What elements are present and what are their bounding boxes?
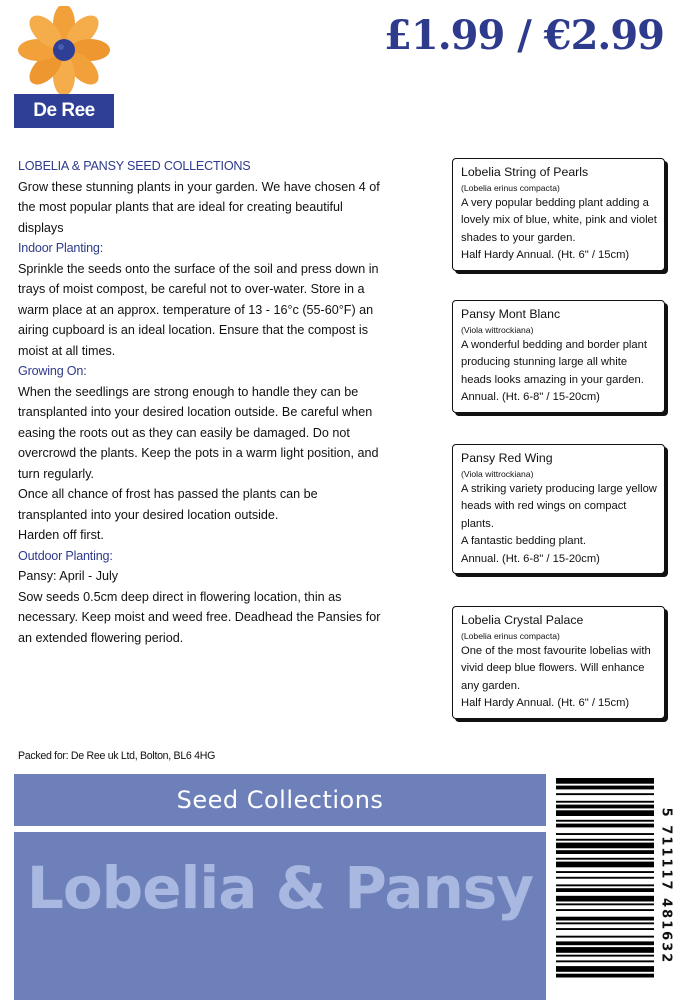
barcode-bar: [556, 820, 654, 822]
barcode-bar: [556, 805, 654, 809]
barcode-bar: [556, 936, 654, 938]
variety-name: Pansy Red Wing: [461, 451, 553, 465]
variety-latin: (Lobelia erinus compacta): [461, 182, 560, 193]
barcode-bar: [556, 888, 654, 892]
barcode-bar: [556, 884, 654, 886]
variety-description: One of the most favourite lobelias with vivid deep blue flowers. Will enhance any garden.: [461, 644, 651, 692]
brand-name: De Ree: [14, 94, 114, 128]
variety-name: Pansy Mont Blanc: [461, 307, 561, 321]
barcode-bar: [556, 839, 654, 841]
variety-info: Annual. (Ht. 6-8" / 15-20cm): [461, 552, 600, 565]
barcode-bar: [556, 786, 654, 790]
barcode-bar: [556, 903, 654, 905]
variety-name: Lobelia Crystal Palace: [461, 613, 584, 627]
barcode-bar: [556, 793, 654, 795]
variety-description: A striking variety producing large yellow heads with red wings on compact plants.: [461, 482, 657, 530]
variety-info: Half Hardy Annual. (Ht. 6" / 15cm): [461, 697, 630, 709]
variety-info: Annual. (Ht. 6-8" / 15-20cm): [461, 391, 600, 403]
section-heading: Outdoor Planting:: [18, 548, 113, 563]
barcode-bar: [556, 974, 654, 978]
variety-description: A wonderful bedding and border plant producing stunning large all white heads looks amazing in your garden.: [461, 338, 647, 386]
growing-instructions: [18, 156, 388, 648]
section-paragraph: Harden off first.: [18, 528, 104, 542]
section-paragraph: Sow seeds 0.5cm deep direct in flowering location, thin as necessary. Keep moist and weed free. Deadhead the Pansies for an extended flowering period.: [18, 589, 381, 645]
barcode-bar: [556, 843, 654, 849]
barcode-bar: [556, 871, 654, 873]
barcode-bar: [556, 917, 654, 921]
barcode-bar: [556, 801, 654, 803]
barcode-number: 5 711117 481632: [658, 807, 674, 965]
barcode-bar: [556, 955, 654, 957]
brand-logo: [14, 6, 114, 128]
barcode-bar: [556, 922, 654, 924]
variety-card: [452, 444, 665, 574]
variety-latin: (Viola wittrockiana): [461, 468, 534, 479]
collection-title: LOBELIA & PANSY SEED COLLECTIONS: [18, 159, 251, 173]
section-paragraph: Pansy: April - July: [18, 569, 119, 583]
barcode-bar: [556, 810, 654, 816]
section-heading: Growing On:: [18, 364, 87, 378]
barcode-bar: [556, 941, 654, 945]
section-paragraph: Sprinkle the seeds onto the surface of the soil and press down in trays of moist compost, be careful not to over-water. Store in a warm place at an approx. temperature of 13 - 16°c (55-60°F) an airing cupboard is an ideal location. Ensure that the compost is moist at all times.: [18, 261, 379, 358]
barcode-bar: [556, 960, 654, 962]
variety-card: [452, 300, 665, 413]
section-heading: Indoor Planting:: [18, 241, 104, 255]
barcode-bar: [556, 877, 654, 879]
variety-latin: (Viola wittrockiana): [461, 324, 534, 335]
barcode-bar: [556, 778, 654, 784]
variety-card: [452, 606, 665, 719]
intro-text: Grow these stunning plants in your garden. We have chosen 4 of the most popular plants that are ideal for creating beautiful displays: [18, 179, 380, 235]
flower-icon: [14, 6, 114, 96]
variety-description: A very popular bedding plant adding a lovely mix of blue, white, pink and violet shades to your garden.: [461, 196, 657, 244]
price-label: £1.99 / €2.99: [384, 12, 664, 59]
band-title: Lobelia & Pansy: [26, 854, 534, 922]
band-subtitle: Seed Collections: [14, 774, 546, 826]
variety-card: [452, 158, 665, 271]
barcode-bar: [556, 862, 654, 868]
barcode-icon: [556, 776, 654, 996]
barcode-digits: [656, 776, 676, 996]
variety-extra: A fantastic bedding plant.: [461, 535, 587, 547]
barcode-bar: [556, 909, 654, 911]
barcode-bar: [556, 850, 654, 854]
variety-info: Half Hardy Annual. (Ht. 6" / 15cm): [461, 249, 630, 261]
barcode-bar: [556, 928, 654, 930]
barcode-bar: [556, 947, 654, 953]
barcode-bar: [556, 858, 654, 860]
packed-for-text: Packed for: De Ree uk Ltd, Bolton, BL6 4HG: [18, 750, 216, 762]
section-paragraph: When the seedlings are strong enough to handle they can be transplanted into your desired location outside. Be careful when easing the roots out as they can easily be damaged. Do not overcrowd the plants. Keep the pots in a warm light position, and turn regularly.: [18, 384, 379, 481]
band-title-panel: [14, 832, 546, 1000]
barcode-bar: [556, 824, 654, 828]
barcode-bar: [556, 833, 654, 835]
barcode-bar: [556, 896, 654, 902]
section-paragraph: Once all chance of frost has passed the plants can be transplanted into your desired location outside.: [18, 487, 318, 522]
barcode-bar: [556, 966, 654, 972]
variety-name: Lobelia String of Pearls: [461, 165, 589, 179]
variety-latin: (Lobelia erinus compacta): [461, 630, 560, 641]
